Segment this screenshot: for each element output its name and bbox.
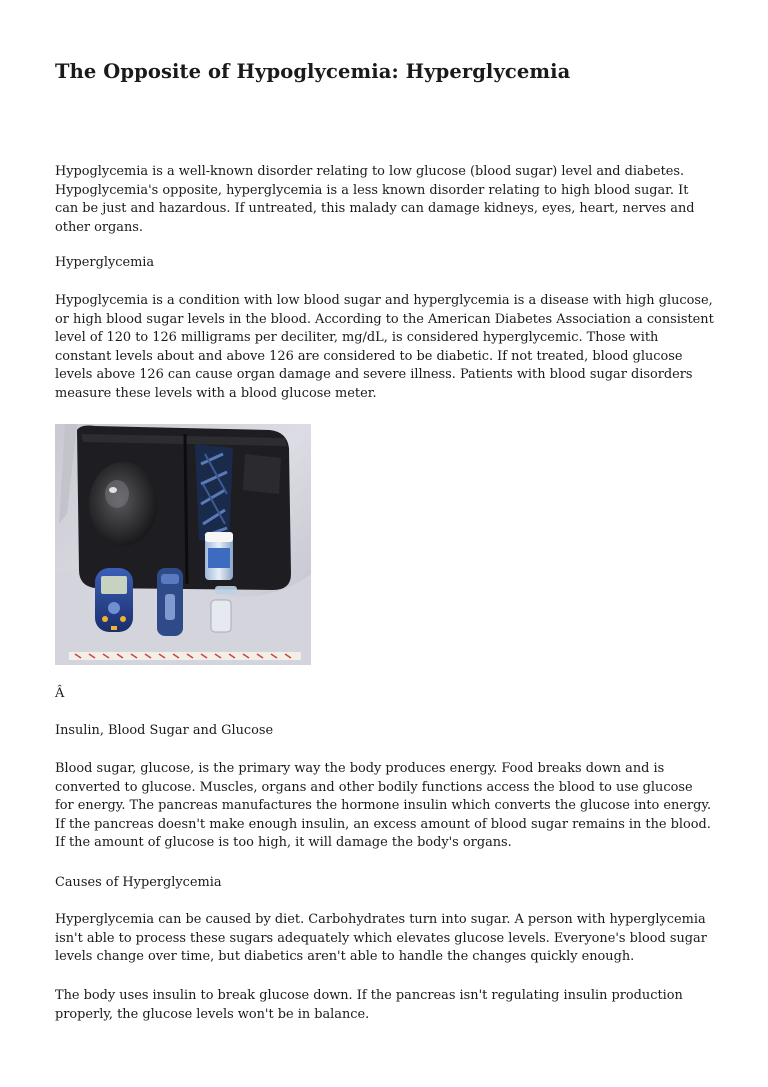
section-heading-causes: Causes of Hyperglycemia [55,875,222,890]
section-heading-insulin: Insulin, Blood Sugar and Glucose [55,723,274,738]
intro-paragraph: Hypoglycemia is a well-known disorder relating to low glucose (blood sugar) level and diabetes. Hypoglycemia's opposite, hyperglycemia is a less known disorder relating to high blood sugar. It can be just and hazardous. If untreated, this malady can damage kidneys, eyes, heart, nerves and other organs. [55,164,695,235]
glucose-meter-kit-photo [55,424,311,665]
page-title: The Opposite of Hypoglycemia: Hyperglycemia [55,60,571,83]
section-heading-hyperglycemia: Hyperglycemia [55,255,155,270]
hyperglycemia-paragraph: Hypoglycemia is a condition with low blood sugar and hyperglycemia is a disease with high glucose, or high blood sugar levels in the blood. According to the American Diabetes Association a consistent level of 120 to 126 milligrams per deciliter, mg/dL, is considered hyperglycemic. Those with constant levels about and above 126 are considered to be diabetic. If not treated, blood glucose levels above 126 can cause organ damage and severe illness. Patients with blood sugar disorders measure these levels with a blood glucose meter. [55,293,714,401]
causes-paragraph: Hyperglycemia can be caused by diet. Carbohydrates turn into sugar. A person with hyperglycemia isn't able to process these sugars adequately which elevates glucose levels. Everyone's blood sugar levels change over time, but diabetics aren't able to handle the changes quickly enough. [55,912,707,965]
insulin-balance-paragraph: The body uses insulin to break glucose down. If the pancreas isn't regulating insulin production properly, the glucose levels won't be in balance. [55,988,683,1022]
stray-character: Â [55,686,65,701]
insulin-paragraph: Blood sugar, glucose, is the primary way the body produces energy. Food breaks down and is converted to glucose. Muscles, organs and other bodily functions access the blood to use glucose for energy. The pancreas manufactures the hormone insulin which converts the glucose into energy. If the pancreas doesn't make enough insulin, an excess amount of blood sugar remains in the blood. If the amount of glucose is too high, it will damage the body's organs. [55,761,712,851]
